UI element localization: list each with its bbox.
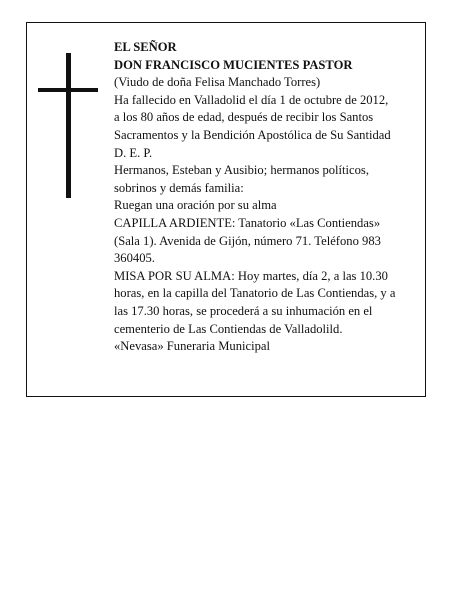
funeral-home-line: «Nevasa» Funeraria Municipal bbox=[114, 339, 270, 354]
body-line: cementerio de Las Contiendas de Valladolild. bbox=[114, 321, 343, 336]
body-line: MISA POR SU ALMA: Hoy martes, día 2, a las 10.30 bbox=[114, 268, 388, 283]
rip-line: D. E. P. bbox=[114, 145, 153, 160]
body-line: Sacramentos y la Bendición Apostólica de Su Santidad bbox=[114, 127, 391, 142]
body-line: (Sala 1). Avenida de Gijón, número 71. Teléfono 983 bbox=[114, 233, 381, 248]
title-line-1: EL SEÑOR bbox=[114, 40, 177, 54]
body-line: Ruegan una oración por su alma bbox=[114, 198, 277, 213]
cross-horizontal-bar bbox=[38, 88, 98, 92]
widower-line: (Viudo de doña Felisa Manchado Torres) bbox=[114, 75, 321, 90]
body-line: Hermanos, Esteban y Ausibio; hermanos políticos, bbox=[114, 163, 369, 178]
obituary-notice bbox=[26, 22, 426, 397]
body-line: Ha fallecido en Valladolid el día 1 de octubre de 2012, bbox=[114, 92, 389, 107]
deceased-name: DON FRANCISCO MUCIENTES PASTOR bbox=[114, 57, 353, 72]
cross-vertical-bar bbox=[66, 53, 71, 198]
cross-icon bbox=[38, 53, 98, 198]
body-line: sobrinos y demás familia: bbox=[114, 180, 244, 195]
body-line: las 17.30 horas, se procederá a su inhumación en el bbox=[114, 303, 373, 318]
body-line: CAPILLA ARDIENTE: Tanatorio «Las Contiendas» bbox=[114, 215, 381, 230]
obituary-text bbox=[114, 39, 424, 356]
body-line: a los 80 años de edad, después de recibir los Santos bbox=[114, 110, 374, 125]
body-line: horas, en la capilla del Tanatorio de Las Contiendas, y a bbox=[114, 286, 396, 301]
body-line: 360405. bbox=[114, 251, 155, 266]
